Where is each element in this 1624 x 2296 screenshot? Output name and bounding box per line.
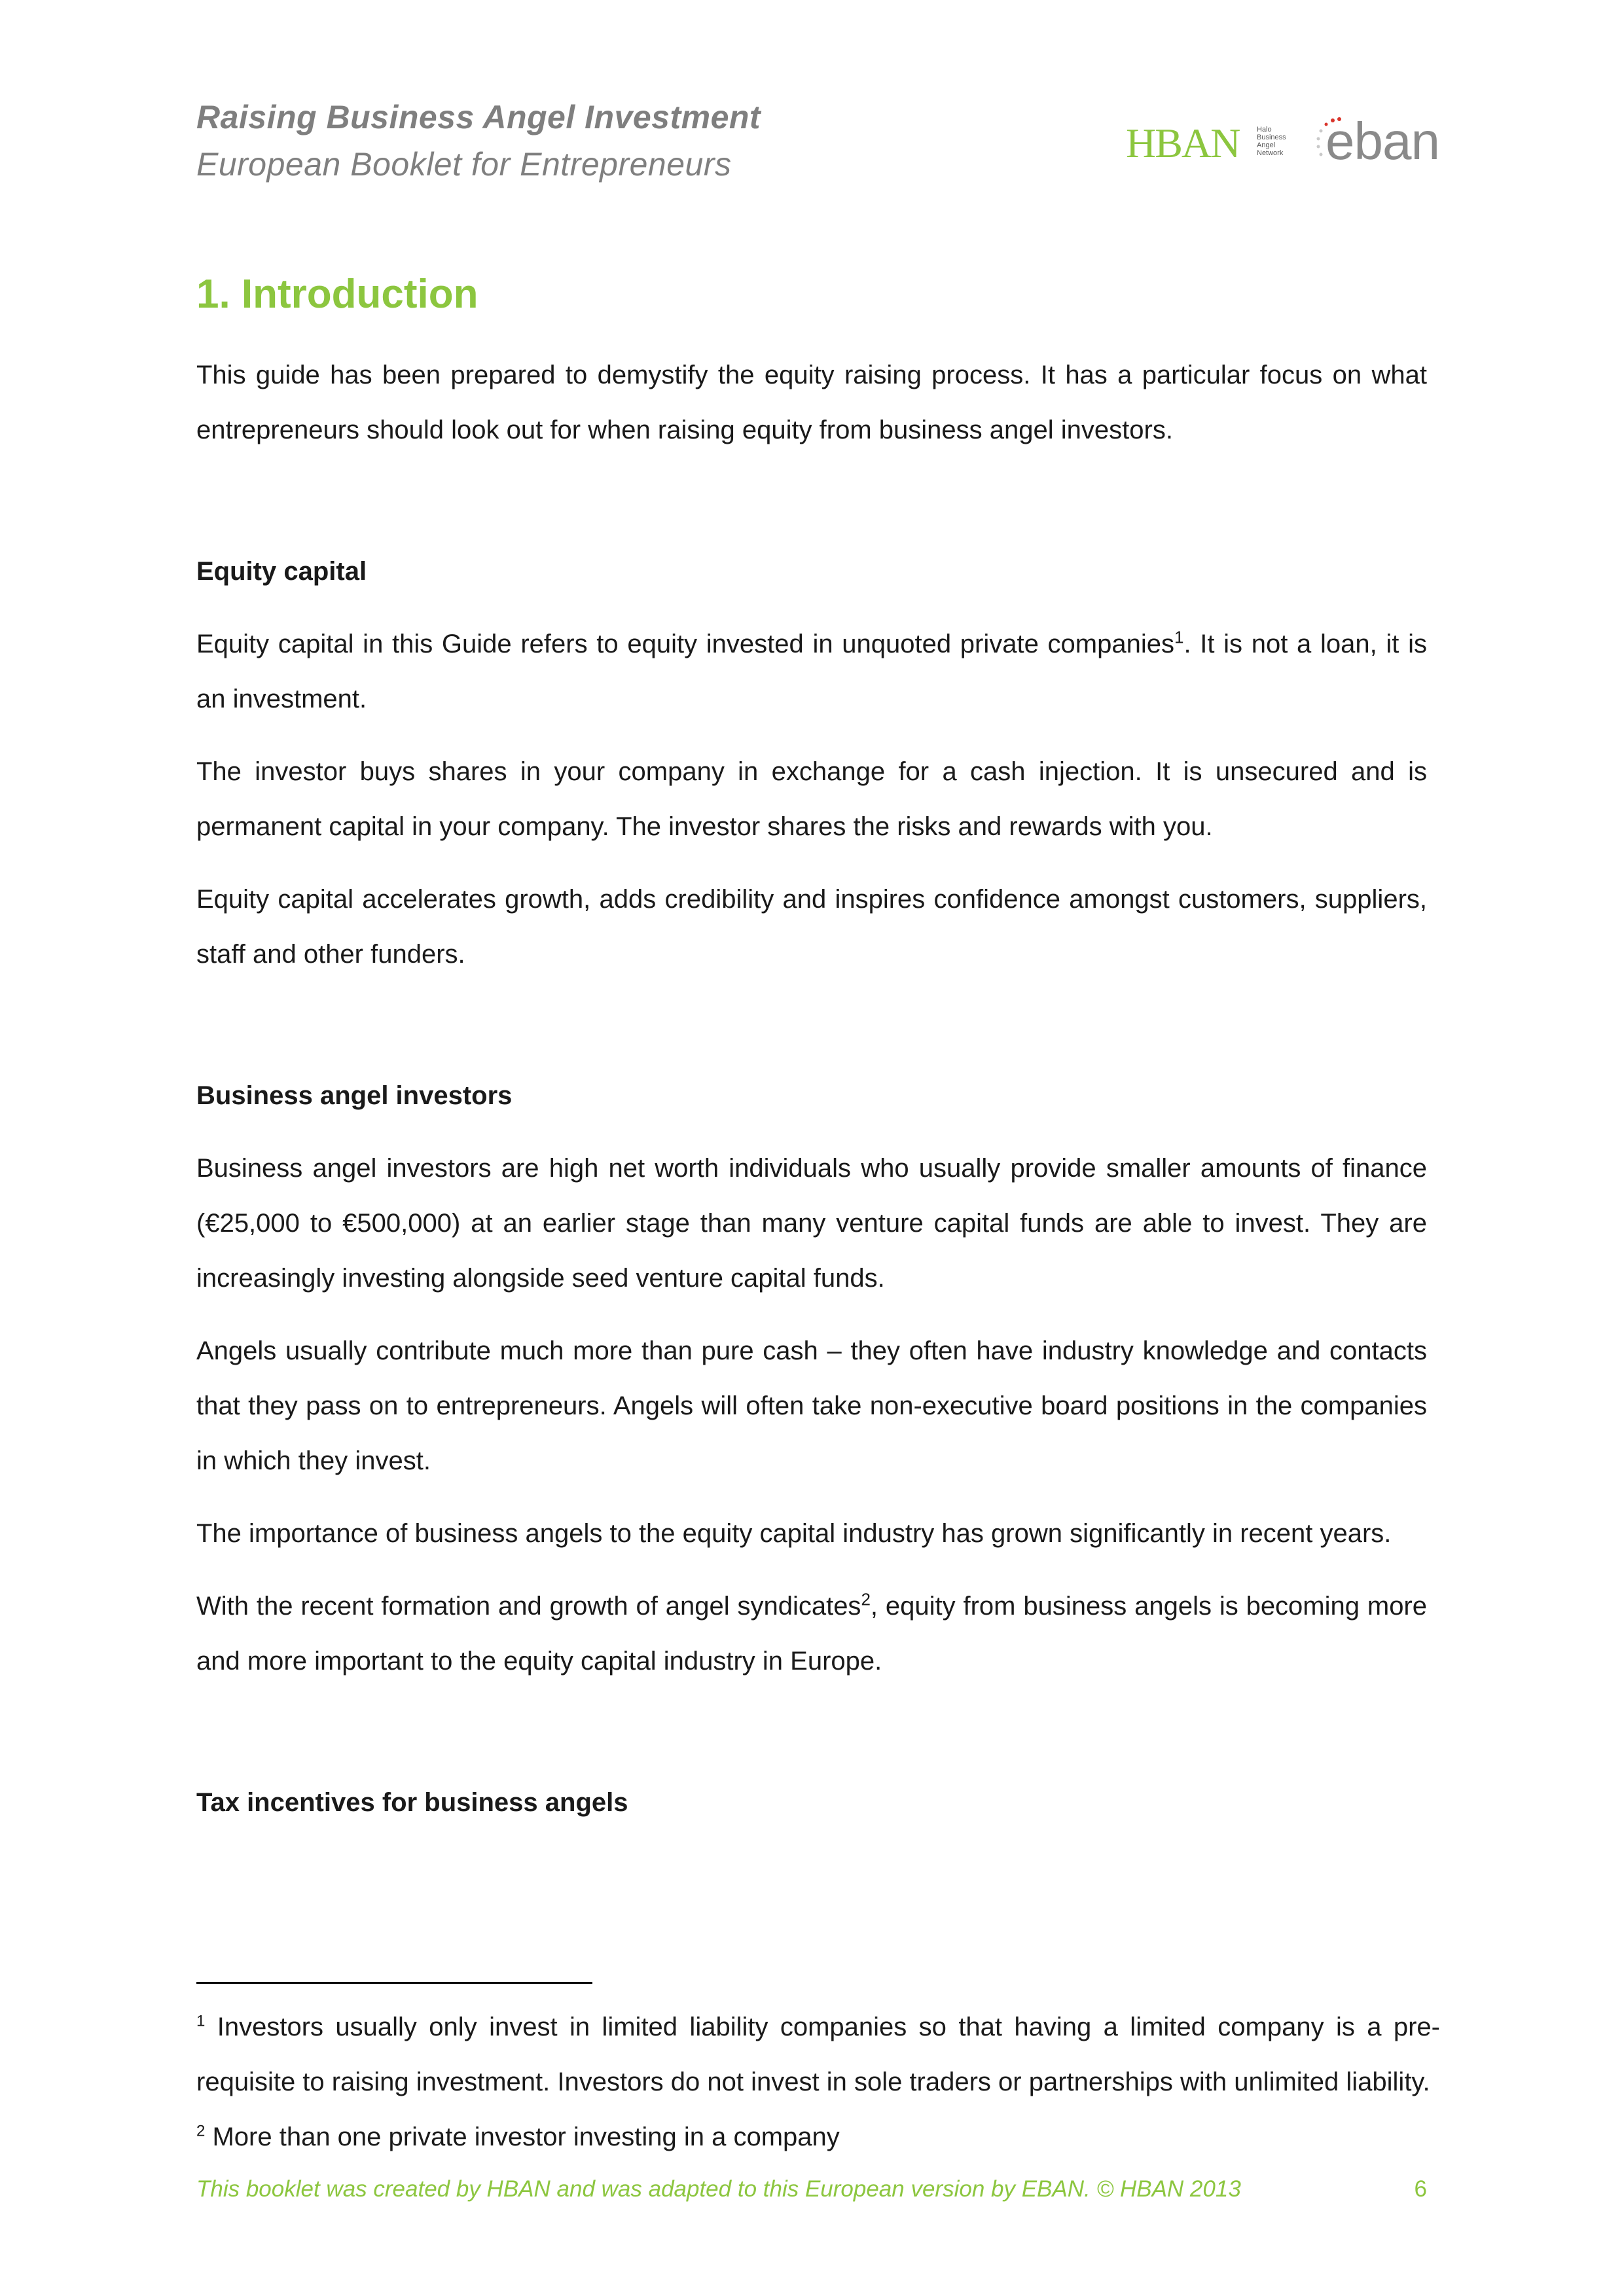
footer-text: This booklet was created by HBAN and was adapted to this European version by EBAN. © HBAN 2013	[196, 2176, 1241, 2202]
equity-paragraph-3: Equity capital accelerates growth, adds credibility and inspires confidence amongst customers, suppliers, staff and other funders.	[196, 885, 1427, 969]
page-footer	[196, 2176, 1427, 2202]
main-content	[196, 265, 1427, 1830]
hban-logo-tagline: Halo Business Angel Network	[1257, 126, 1286, 157]
page-number: 6	[1414, 2176, 1427, 2202]
footnote-1: $^1$ Investors usually only invest in limited liability companies so that having a limited company is a pre-requisite to raising investment. Investors do not invest in sole traders or partnerships with unlimited liability.	[196, 2012, 1440, 2096]
eban-logo: eban	[1326, 112, 1439, 170]
angels-paragraph-2: Angels usually contribute much more than pure cash – they often have industry knowledge and contacts that they pass on to entrepreneurs. Angels will often take non-executive board positions in the companies in which they invest.	[196, 1336, 1427, 1475]
footnote-ref-1[interactable]: 1	[1174, 627, 1184, 647]
intro-paragraph: This guide has been prepared to demystify the equity raising process. It has a particular focus on what entrepreneurs should look out for when raising equity from business angel investors.	[196, 361, 1427, 444]
business-angels-heading: Business angel investors	[196, 1081, 513, 1110]
angels-paragraph-4: With the recent formation and growth of angel syndicates$^2$, equity from business angels is becoming more and more important to the equity capital industry in Europe.	[196, 1589, 1427, 1676]
footnote-ref-2[interactable]: 2	[861, 1589, 871, 1609]
header-subtitle: European Booklet for Entrepreneurs	[196, 146, 732, 183]
header-title: Raising Business Angel Investment	[196, 99, 761, 135]
hban-logo: HBAN	[1126, 120, 1240, 166]
angels-paragraph-3: The importance of business angels to the equity capital industry has grown significantly in recent years.	[196, 1519, 1392, 1548]
equity-paragraph-1: Equity capital in this Guide refers to equity invested in unquoted private companies$^1$. It is not a loan, it is an investment.	[196, 627, 1427, 713]
tax-incentives-heading: Tax incentives for business angels	[196, 1788, 628, 1817]
angels-paragraph-1: Business angel investors are high net worth individuals who usually provide smaller amounts of finance (€25,000 to €500,000) at an earlier stage than many venture capital funds are able to invest. They are increasingly investing alongside seed venture capital funds.	[196, 1154, 1427, 1293]
equity-paragraph-2: The investor buys shares in your company in exchange for a cash injection. It is unsecured and is permanent capital in your company. The investor shares the risks and rewards with you.	[196, 757, 1427, 841]
footnote-2: $^2$ More than one private investor investing in a company	[196, 2122, 840, 2151]
header-logos	[1126, 111, 1440, 177]
equity-capital-heading: Equity capital	[196, 557, 367, 586]
footnote-divider	[196, 1982, 592, 1984]
section-heading: 1. Introduction	[196, 272, 478, 317]
footnotes	[196, 2000, 1440, 2164]
